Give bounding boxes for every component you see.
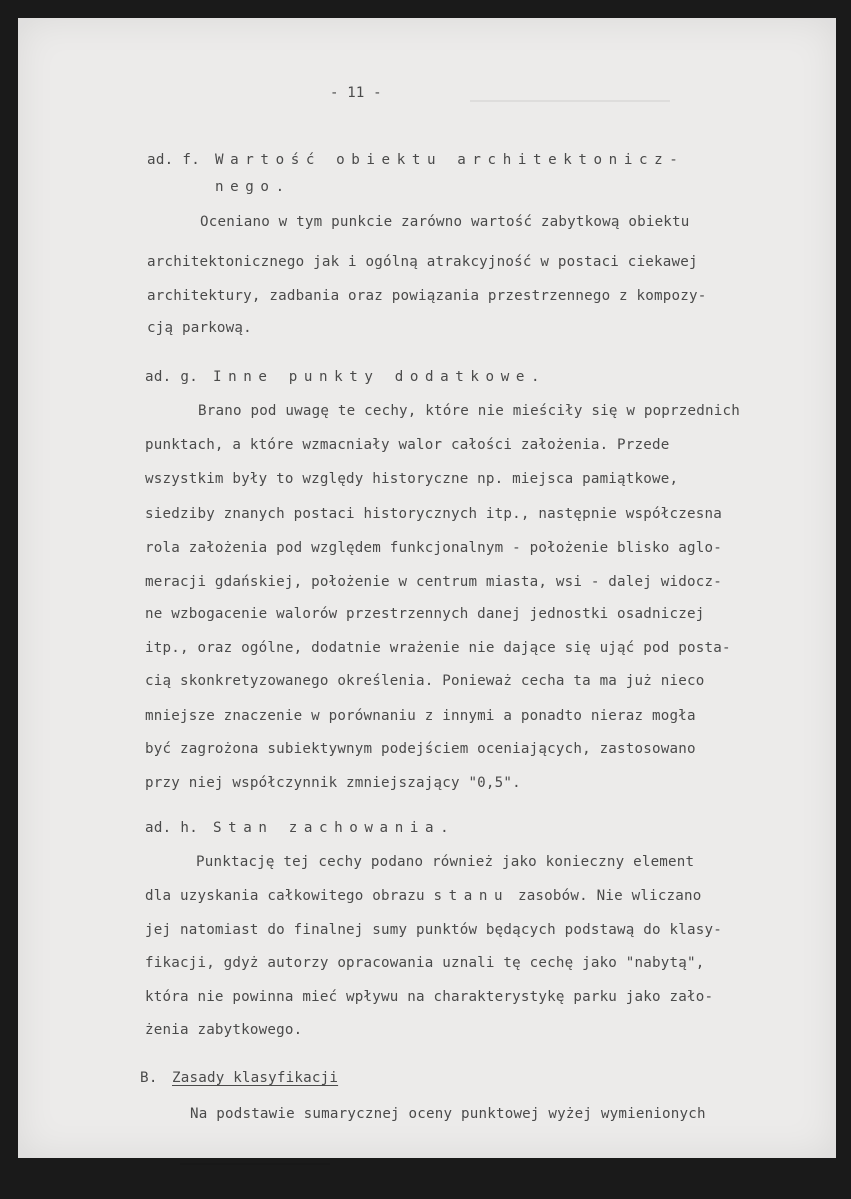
section-g-body-line: punktach, a które wzmacniały walor całości założenia. Przede: [145, 437, 670, 453]
section-g-body-line: przy niej współczynnik zmniejszający "0,5".: [145, 775, 521, 791]
section-h-emphasis: stanu: [433, 888, 510, 904]
section-f-label: ad. f.: [147, 152, 201, 168]
section-g-body-line: cią skonkretyzowanego określenia. Ponieważ cecha ta ma już nieco: [145, 673, 705, 689]
section-h-label: ad. h.: [145, 820, 199, 836]
section-h-body-text: dla uzyskania całkowitego obrazu: [145, 888, 425, 904]
section-g-body-line: siedziby znanych postaci historycznych itp., następnie współczesna: [145, 506, 722, 522]
section-f-title-line2: nego.: [215, 179, 291, 195]
section-g-body-line: mniejsze znaczenie w porównaniu z innymi a ponadto nieraz mogła: [145, 708, 696, 724]
page-number: - 11 -: [330, 85, 382, 101]
section-b-label: B.: [140, 1070, 158, 1086]
scan-artifact: [470, 100, 670, 102]
section-g-body-line: być zagrożona subiektywnym podejściem oceniających, zastosowano: [145, 741, 696, 757]
section-f-title-line1: Wartość obiektu architektonicz-: [215, 152, 685, 168]
section-g-body-line: meracji gdańskiej, położenie w centrum miasta, wsi - dalej widocz-: [145, 574, 722, 590]
section-b-title: Zasady klasyfikacji: [172, 1070, 339, 1086]
section-h-body-line: Punktację tej cechy podano również jako konieczny element: [196, 854, 695, 870]
section-f-body-line: architektonicznego jak i ogólną atrakcyjność w postaci ciekawej: [147, 254, 698, 270]
section-b-body-line: Na podstawie sumarycznej oceny punktowej wyżej wymienionych: [190, 1106, 706, 1122]
section-g-body-line: itp., oraz ogólne, dodatnie wrażenie nie dające się ująć pod posta-: [145, 640, 731, 656]
section-g-label: ad. g.: [145, 369, 199, 385]
section-h-body-line: fikacji, gdyż autorzy opracowania uznali tę cechę jako "nabytą",: [145, 955, 705, 971]
section-h-body-line: [145, 889, 702, 903]
section-g-body-line: rola założenia pod względem funkcjonalnym - położenie blisko aglo-: [145, 540, 722, 556]
section-g-body-line: wszystkim były to względy historyczne np. miejsca pamiątkowe,: [145, 471, 679, 487]
section-h-body-text: zasobów. Nie wliczano: [517, 888, 702, 904]
section-h-body-line: jej natomiast do finalnej sumy punktów będących podstawą do klasy-: [145, 922, 722, 938]
section-f-body-line: Oceniano w tym punkcie zarówno wartość zabytkową obiektu: [200, 214, 690, 230]
scan-artifact: [180, 1163, 330, 1165]
section-f-body-line: cją parkową.: [147, 320, 252, 336]
section-g-body-line: ne wzbogacenie walorów przestrzennych danej jednostki osadniczej: [145, 606, 705, 622]
section-h-body-line: która nie powinna mieć wpływu na charakterystykę parku jako zało-: [145, 989, 714, 1005]
section-f-body-line: architektury, zadbania oraz powiązania przestrzennego z kompozy-: [147, 288, 707, 304]
section-g-body-line: Brano pod uwagę te cechy, które nie mieściły się w poprzednich: [198, 403, 740, 419]
section-g-title: Inne punkty dodatkowe.: [213, 369, 547, 385]
section-h-title: Stan zachowania.: [213, 820, 456, 836]
section-h-body-line: żenia zabytkowego.: [145, 1022, 303, 1038]
